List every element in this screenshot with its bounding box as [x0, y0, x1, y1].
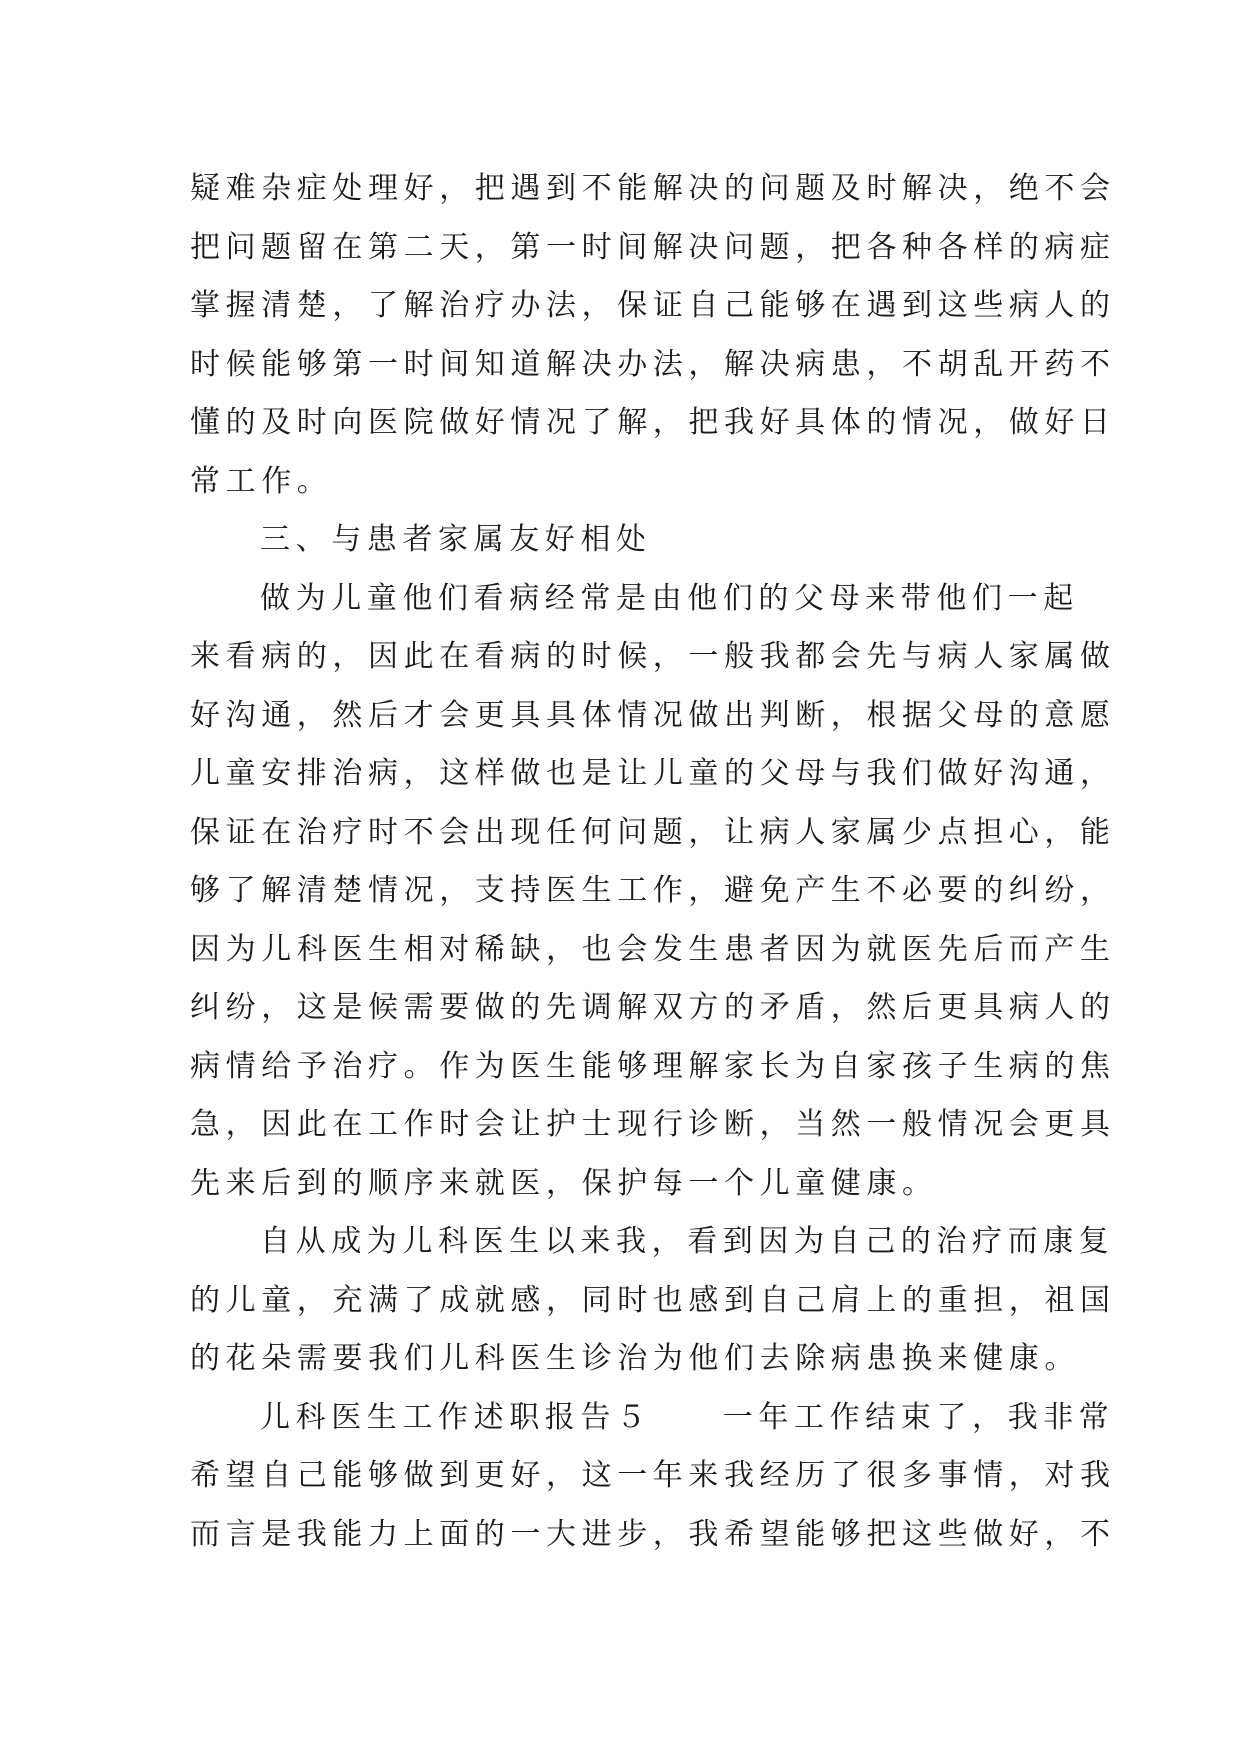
- text-line: 的儿童，充满了成就感，同时也感到自己肩上的重担，祖国: [190, 1282, 1116, 1318]
- text-line: 掌握清楚，了解治疗办法，保证自己能够在遇到这些病人的: [190, 288, 1116, 323]
- text-line: 懂的及时向医院做好情况了解，把我好具体的情况，做好日: [190, 405, 1116, 440]
- text-line: 做为儿童他们看病经常是由他们的父母来带他们一起: [260, 580, 1079, 616]
- text-line: 来看病的，因此在看病的时候，一般我都会先与病人家属做: [190, 639, 1116, 674]
- text-line: 儿科医生工作述职报告５ 一年工作结束了，我非常: [260, 1399, 1115, 1435]
- text-line: 急，因此在工作时会让护士现行诊断，当然一般情况会更具: [190, 1107, 1116, 1142]
- text-line: 的花朵需要我们儿科医生诊治为他们去除病患换来健康。: [190, 1341, 1080, 1376]
- text-line: 而言是我能力上面的一大进步，我希望能够把这些做好，不: [190, 1516, 1116, 1552]
- text-line: 因为儿科医生相对稀缺，也会发生患者因为就医先后而产生: [190, 931, 1116, 967]
- text-line: 常工作。: [190, 463, 333, 499]
- text-line: 自从成为儿科医生以来我，看到因为自己的治疗而康复: [260, 1224, 1115, 1259]
- text-line: 希望自己能够做到更好，这一年来我经历了很多事情，对我: [190, 1458, 1116, 1493]
- text-line: 够了解清楚情况，支持医生工作，避免产生不必要的纠纷，: [190, 873, 1116, 908]
- text-line: 好沟通，然后才会更具具体情况做出判断，根据父母的意愿: [190, 697, 1116, 733]
- text-line: 三、与患者家属友好相处: [260, 522, 652, 557]
- text-line: 儿童安排治病，这样做也是让儿童的父母与我们做好沟通，: [190, 756, 1116, 791]
- text-line: 疑难杂症处理好，把遇到不能解决的问题及时解决，绝不会: [190, 171, 1116, 206]
- text-line: 把问题留在第二天，第一时间解决问题，把各种各样的病症: [190, 229, 1116, 265]
- text-line: 时候能够第一时间知道解决办法，解决病患，不胡乱开药不: [190, 346, 1116, 382]
- text-line: 纠纷，这是候需要做的先调解双方的矛盾，然后更具病人的: [190, 990, 1116, 1025]
- body-text: [190, 160, 1116, 1564]
- text-line: 保证在治疗时不会出现任何问题，让病人家属少点担心，能: [190, 814, 1116, 850]
- text-line: 病情给予治疗。作为医生能够理解家长为自家孩子生病的焦: [190, 1048, 1116, 1084]
- text-line: 先来后到的顺序来就医，保护每一个儿童健康。: [190, 1165, 938, 1201]
